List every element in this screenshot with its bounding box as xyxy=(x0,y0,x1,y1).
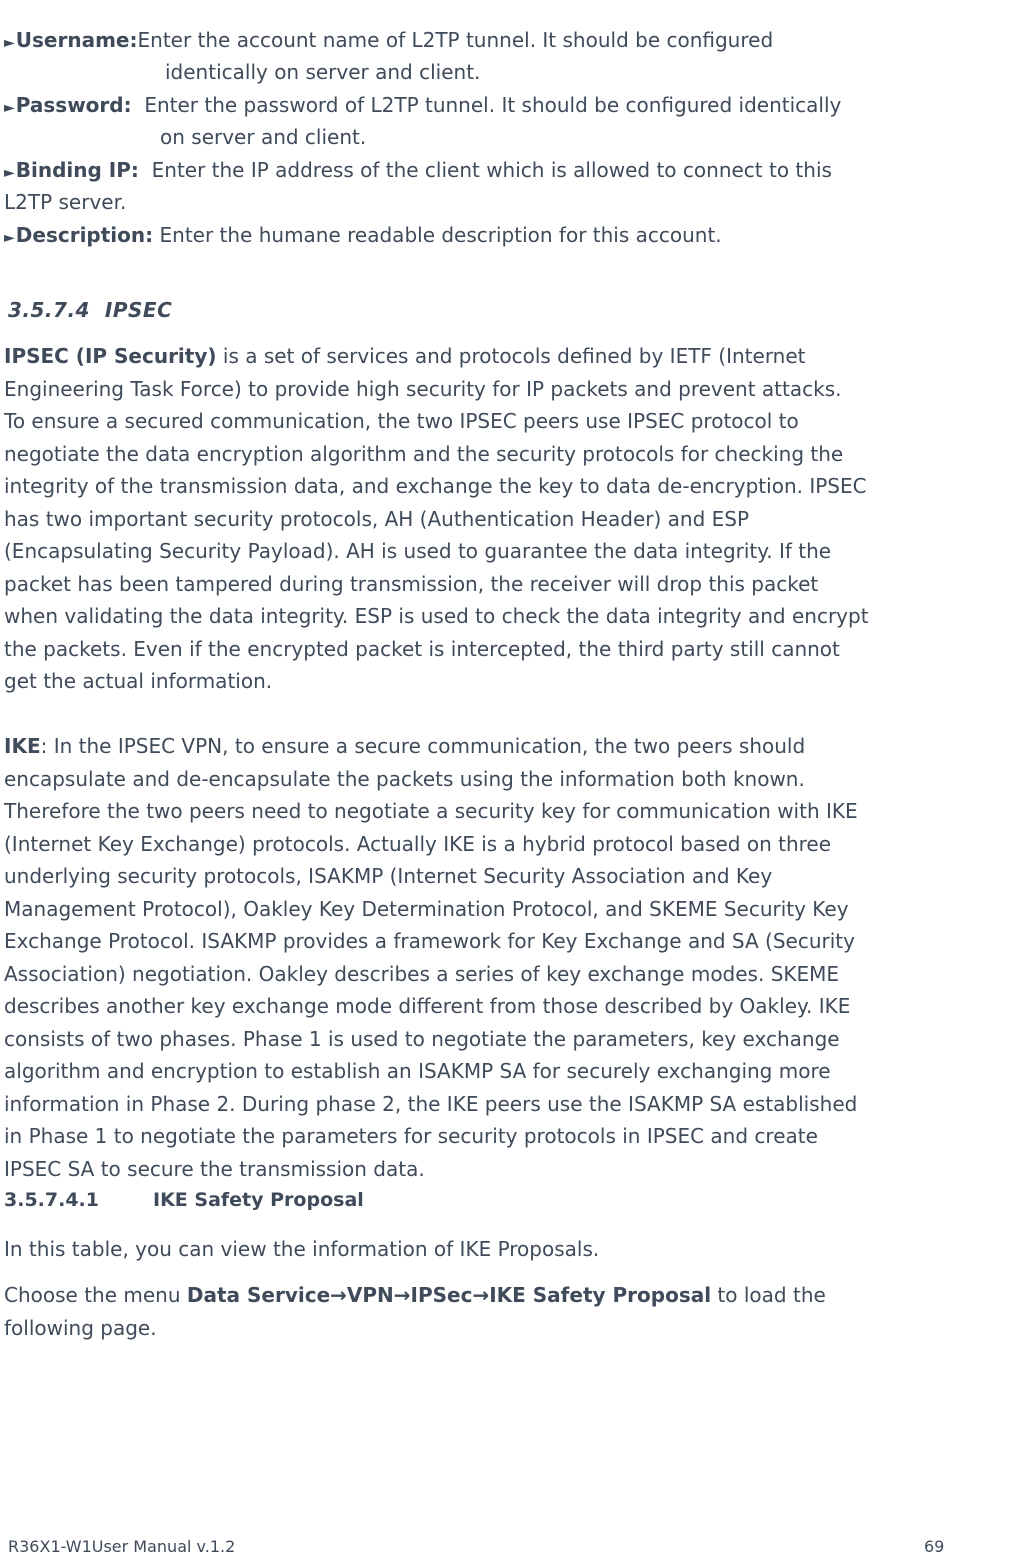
def-term: Username: xyxy=(15,28,138,52)
ike-line: consists of two phases. Phase 1 is used to negotiate the parameters, key exchange xyxy=(4,1027,840,1051)
ipsec-line: (Encapsulating Security Payload). AH is used to guarantee the data integrity. If the xyxy=(4,539,832,563)
footer-page-number: 69 xyxy=(924,1537,945,1556)
ike-line: describes another key exchange mode different from those described by Oakley. IKE xyxy=(4,994,851,1018)
def-username xyxy=(4,27,773,56)
intro-text: In this table, you can view the information of IKE Proposals. xyxy=(4,1237,600,1261)
def-text: Enter the IP address of the client which is allowed to connect to this xyxy=(151,158,832,182)
ipsec-line: packet has been tampered during transmission, the receiver will drop this packet xyxy=(4,572,819,596)
ipsec-term: IPSEC (IP Security) xyxy=(4,344,217,368)
section-title: IPSEC xyxy=(104,298,173,322)
ipsec-line: the packets. Even if the encrypted packet is intercepted, the third party still cannot xyxy=(4,637,840,661)
ipsec-line: has two important security protocols, AH (Authentication Header) and ESP xyxy=(4,507,750,531)
def-description xyxy=(4,222,722,251)
ike-line: Therefore the two peers need to negotiate a security key for communication with IKE xyxy=(4,799,858,823)
ipsec-line: get the actual information. xyxy=(4,669,273,693)
def-text: Enter the account name of L2TP tunnel. It should be configured xyxy=(137,28,774,52)
def-term: Password: xyxy=(15,93,132,117)
triangle-bullet-icon: ► xyxy=(4,165,15,181)
menu-instruction-cont: following page. xyxy=(4,1316,157,1340)
section-number: 3.5.7.4 xyxy=(8,298,90,322)
ipsec-line: integrity of the transmission data, and exchange the key to data de-encryption. IPSEC xyxy=(4,474,867,498)
def-password-cont: on server and client. xyxy=(160,125,367,149)
subsection-title: IKE Safety Proposal xyxy=(153,1189,364,1211)
ike-line: algorithm and encryption to establish an ISAKMP SA for securely exchanging more xyxy=(4,1059,831,1083)
triangle-bullet-icon: ► xyxy=(4,35,15,51)
ipsec-line: To ensure a secured communication, the two IPSEC peers use IPSEC protocol to xyxy=(4,409,799,433)
ike-line: (Internet Key Exchange) protocols. Actually IKE is a hybrid protocol based on three xyxy=(4,832,832,856)
menu-instruction: Choose the menu Data Service→VPN→IPSec→IKE Safety Proposal to load the xyxy=(4,1283,826,1307)
def-text: Enter the password of L2TP tunnel. It should be configured identically xyxy=(144,93,842,117)
ike-line: Exchange Protocol. ISAKMP provides a framework for Key Exchange and SA (Security xyxy=(4,929,855,953)
ike-line: Management Protocol), Oakley Key Determination Protocol, and SKEME Security Key xyxy=(4,897,849,921)
menu-path: Data Service→VPN→IPSec→IKE Safety Proposal xyxy=(186,1283,712,1307)
ike-line: Association) negotiation. Oakley describes a series of key exchange modes. SKEME xyxy=(4,962,840,986)
ike-line: in Phase 1 to negotiate the parameters for security protocols in IPSEC and create xyxy=(4,1124,818,1148)
subsection-number: 3.5.7.4.1 xyxy=(4,1189,99,1211)
ike-line: underlying security protocols, ISAKMP (Internet Security Association and Key xyxy=(4,864,773,888)
subsection-heading xyxy=(4,1189,364,1211)
ipsec-line: when validating the data integrity. ESP is used to check the data integrity and encrypt xyxy=(4,604,869,628)
def-binding-ip-cont: L2TP server. xyxy=(4,190,127,214)
ipsec-line-0: IPSEC (IP Security) is a set of services and protocols defined by IETF (Internet xyxy=(4,344,806,368)
def-username-cont: identically on server and client. xyxy=(165,60,481,84)
triangle-bullet-icon: ► xyxy=(4,100,15,116)
def-term: Binding IP: xyxy=(15,158,139,182)
footer-manual-title: R36X1-W1User Manual v.1.2 xyxy=(8,1537,236,1556)
ike-line-0: IKE: In the IPSEC VPN, to ensure a secure communication, the two peers should xyxy=(4,734,806,758)
def-binding-ip xyxy=(4,157,832,186)
ipsec-line: negotiate the data encryption algorithm and the security protocols for checking the xyxy=(4,442,844,466)
ike-line: IPSEC SA to secure the transmission data. xyxy=(4,1157,425,1181)
ike-line: encapsulate and de-encapsulate the packets using the information both known. xyxy=(4,767,805,791)
ike-term: IKE xyxy=(4,734,41,758)
def-password xyxy=(4,92,841,121)
def-term: Description: xyxy=(15,223,154,247)
triangle-bullet-icon: ► xyxy=(4,230,15,246)
def-text: Enter the humane readable description for this account. xyxy=(159,223,722,247)
section-heading xyxy=(8,298,172,322)
ike-line: information in Phase 2. During phase 2, the IKE peers use the ISAKMP SA established xyxy=(4,1092,858,1116)
ipsec-line: Engineering Task Force) to provide high security for IP packets and prevent attacks. xyxy=(4,377,842,401)
